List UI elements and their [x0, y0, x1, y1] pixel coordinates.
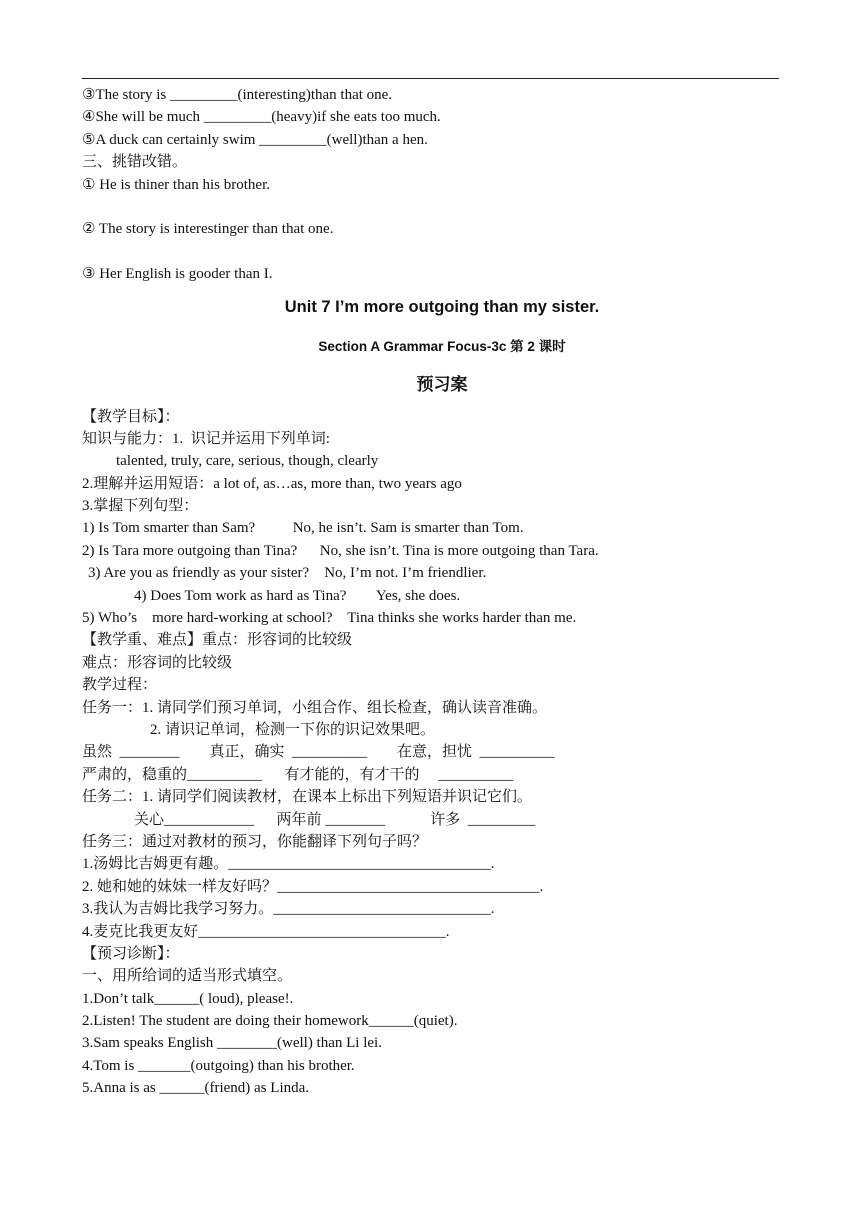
- top-divider: [82, 78, 779, 79]
- sentence-pattern: 1) Is Tom smarter than Sam? No, he isn’t. Sam is smarter than Tom.: [82, 520, 524, 537]
- sentence-pattern: 4) Does Tom work as hard as Tina? Yes, she does.: [134, 587, 461, 604]
- task-line: 2. 请识记单词，检测一下你的识记效果吧。: [150, 721, 436, 738]
- diagnosis-heading: 【预习诊断】：: [82, 945, 180, 962]
- task-line: 任务一：1. 请同学们预习单词，小组合作、组长检查，确认读音准确。: [82, 699, 548, 716]
- exercise-item: 2.Listen! The student are doing their homework______(quiet).: [82, 1013, 458, 1030]
- translation-item: 4.麦克比我更友好_________________________________.: [82, 923, 450, 940]
- correction-item: ② The story is interestinger than that one.: [82, 221, 334, 238]
- difficulty-line: 难点：形容词的比较级: [82, 654, 233, 671]
- correction-item: ① He is thiner than his brother.: [82, 176, 270, 193]
- document-body: [82, 84, 802, 1100]
- exercise-line: ④She will be much _________(heavy)if she eats too much.: [82, 109, 441, 126]
- sentence-pattern: 2) Is Tara more outgoing than Tina? No, she isn’t. Tina is more outgoing than Tara.: [82, 542, 599, 559]
- key-points-line: 【教学重、难点】重点：形容词的比较级: [82, 632, 353, 649]
- task-line: 任务三：通过对教材的预习，你能翻译下列句子吗？: [82, 833, 428, 850]
- translation-item: 2. 她和她的妹妹一样友好吗？___________________________________.: [82, 878, 544, 895]
- exercise-item: 5.Anna is as ______(friend) as Linda.: [82, 1080, 310, 1097]
- correction-item: ③ Her English is gooder than I.: [82, 266, 273, 283]
- objective-line: 2.理解并运用短语：a lot of, as…as, more than, two years ago: [82, 475, 462, 492]
- exercise-item: 1.Don’t talk______( loud), please!.: [82, 990, 294, 1007]
- exercise-line: ③The story is _________(interesting)than that one.: [82, 87, 393, 103]
- vocabulary-list: talented, truly, care, serious, though, clearly: [116, 453, 379, 470]
- sentence-pattern: 3) Are you as friendly as your sister? No, I’m not. I’m friendlier.: [88, 565, 487, 582]
- objective-line: 3.掌握下列句型：: [82, 498, 199, 515]
- sentence-pattern: 5) Who’s more hard-working at school? Tina thinks she works harder than me.: [82, 610, 577, 627]
- preview-title: 预习案: [416, 374, 468, 394]
- vocab-blank-row: 虽然 ________ 真正，确实 __________ 在意，担忧 __________: [82, 744, 555, 761]
- section-heading: 三、挑错改错。: [82, 154, 188, 171]
- task-line: 任务二：1. 请同学们阅读教材，在课本上标出下列短语并识记它们。: [82, 789, 533, 806]
- exercise-item: 4.Tom is _______(outgoing) than his brother.: [82, 1057, 355, 1074]
- process-heading: 教学过程：: [82, 677, 158, 694]
- phrase-blank-row: 关心____________ 两年前 ________ 许多 _________: [134, 811, 536, 828]
- unit-title: Unit 7 I’m more outgoing than my sister.: [284, 297, 600, 316]
- exercise-item: 3.Sam speaks English ________(well) than Li lei.: [82, 1035, 382, 1052]
- objectives-heading: 【教学目标】：: [82, 408, 180, 425]
- objective-line: 知识与能力：1. 识记并运用下列单词:: [82, 430, 330, 447]
- exercise-heading: 一、用所给词的适当形式填空。: [82, 968, 293, 985]
- translation-item: 3.我认为吉姆比我学习努力。_____________________________.: [82, 901, 495, 918]
- vocab-blank-row: 严肃的，稳重的__________ 有才能的，有才干的 __________: [82, 766, 514, 783]
- translation-item: 1.汤姆比吉姆更有趣。___________________________________.: [82, 856, 495, 873]
- exercise-line: ⑤A duck can certainly swim _________(well)than a hen.: [82, 131, 428, 148]
- section-title: Section A Grammar Focus-3c 第 2 课时: [318, 338, 566, 354]
